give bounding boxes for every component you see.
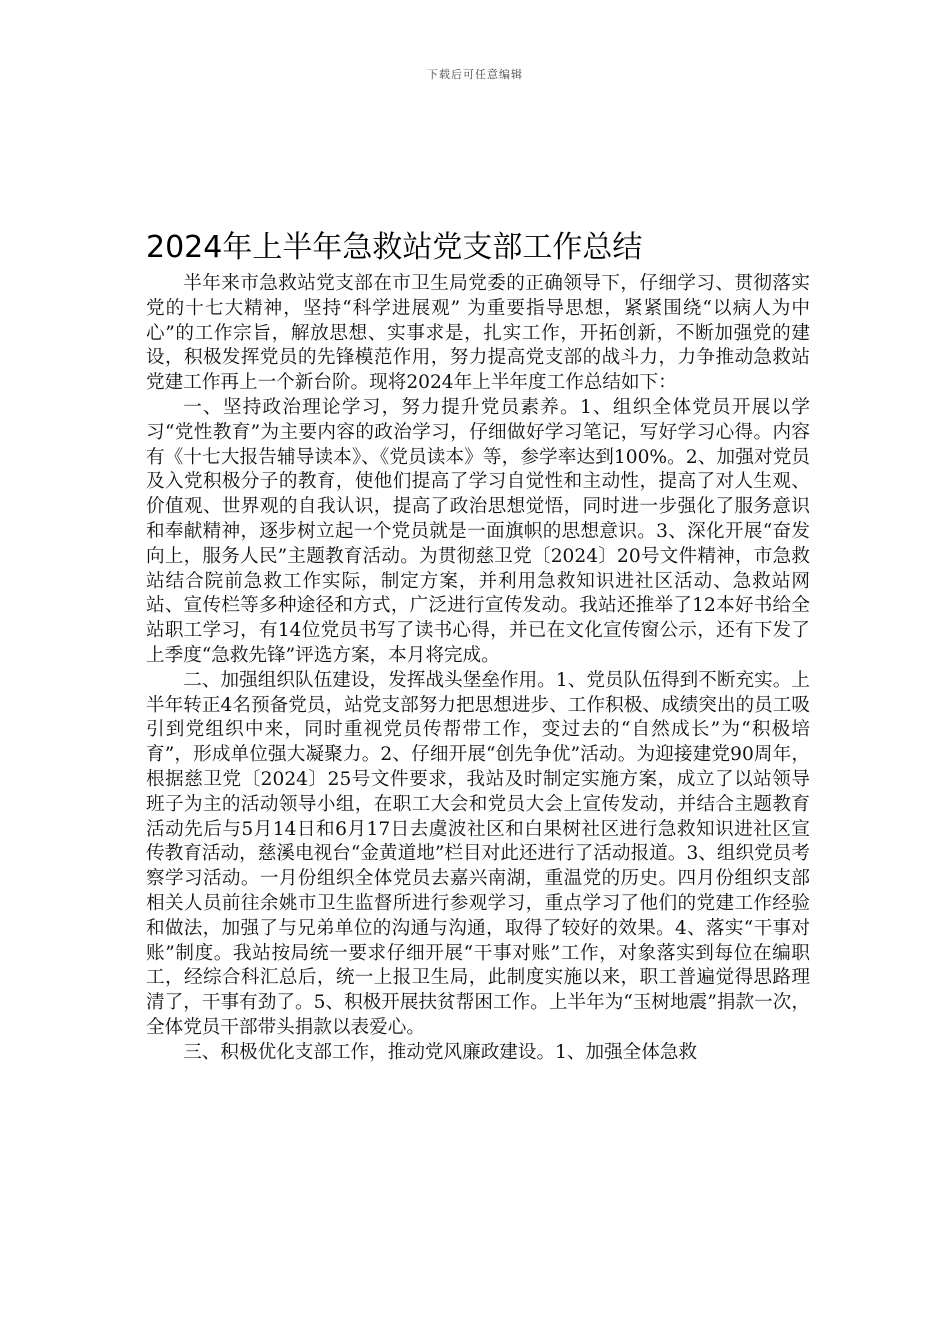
document-body bbox=[146, 272, 810, 1066]
page-header-note: 下载后可任意编辑 bbox=[427, 68, 523, 81]
section-two-paragraph: 二、加强组织队伍建设，发挥战头堡垒作用。1、党员队伍得到不断充实。上半年转正4名预备党员，站党支部努力把思想进步、工作积极、成绩突出的员工吸引到党组织中来，同时重视党员传帮带工作，变过去的“自然成长”为“积极培育”，形成单位强大凝聚力。2、仔细开展“创先争优”活动。为迎接建党90周年，根据慈卫党〔2024〕25号文件要求，我站及时制定实施方案，成立了以站领导班子为主的活动领导小组，在职工大会和党员大会上宣传发动，并结合主题教育活动先后与5月14日和6月17日去虞波社区和白果树社区进行急救知识进社区宣传教育活动，慈溪电视台“金黄道地”栏目对此还进行了活动报道。3、组织党员考察学习活动。一月份组织全体党员去嘉兴南湖，重温党的历史。四月份组织支部相关人员前往余姚市卫生监督所进行参观学习，重点学习了他们的党建工作经验和做法，加强了与兄弟单位的沟通与沟通，取得了较好的效果。4、落实“干事对账”制度。我站按局统一要求仔细开展“干事对账”工作，对象落实到每位在编职工，经综合科汇总后，统一上报卫生局，此制度实施以来，职工普遍觉得思路理清了，干事有劲了。5、积极开展扶贫帮困工作。上半年为“玉树地震”捐款一次，全体党员干部带头捐款以表爱心。 bbox=[146, 669, 810, 1038]
intro-paragraph: 半年来市急救站党支部在市卫生局党委的正确领导下，仔细学习、贯彻落实党的十七大精神，坚持“科学进展观” 为重要指导思想，紧紧围绕“以病人为中心”的工作宗旨，解放思想、实事求是，扎实工作，开拓创新，不断加强党的建设，积极发挥党员的先锋模范作用，努力提高党支部的战斗力，力争推动急救站党建工作再上一个新台阶。现将2024年上半年度工作总结如下： bbox=[146, 273, 810, 394]
section-three-paragraph: 三、积极优化支部工作，推动党风廉政建设。1、加强全体急救 bbox=[183, 1041, 698, 1063]
section-one-paragraph: 一、坚持政治理论学习，努力提升党员素养。1、组织全体党员开展以学习“党性教育”为主要内容的政治学习，仔细做好学习笔记，写好学习心得。内容有《十七大报告辅导读本》、《党员读本》等，参学率达到100%。2、加强对党员及入党积极分子的教育，使他们提高了学习自觉性和主动性，提高了对人生观、价值观、世界观的自我认识，提高了政治思想觉悟，同时进一步强化了服务意识和奉献精神，逐步树立起一个党员就是一面旗帜的思想意识。3、深化开展“奋发向上，服务人民”主题教育活动。为贯彻慈卫党〔2024〕20号文件精神，市急救站结合院前急救工作实际，制定方案，并利用急救知识进社区活动、急救站网站、宣传栏等多种途径和方式，广泛进行宣传发动。我站还推举了12本好书给全站职工学习，有14位党员书写了读书心得，并已在文化宣传窗公示，还有下发了上季度“急救先锋”评选方案，本月将完成。 bbox=[146, 396, 810, 666]
document-title: 2024年上半年急救站党支部工作总结 bbox=[146, 230, 643, 265]
